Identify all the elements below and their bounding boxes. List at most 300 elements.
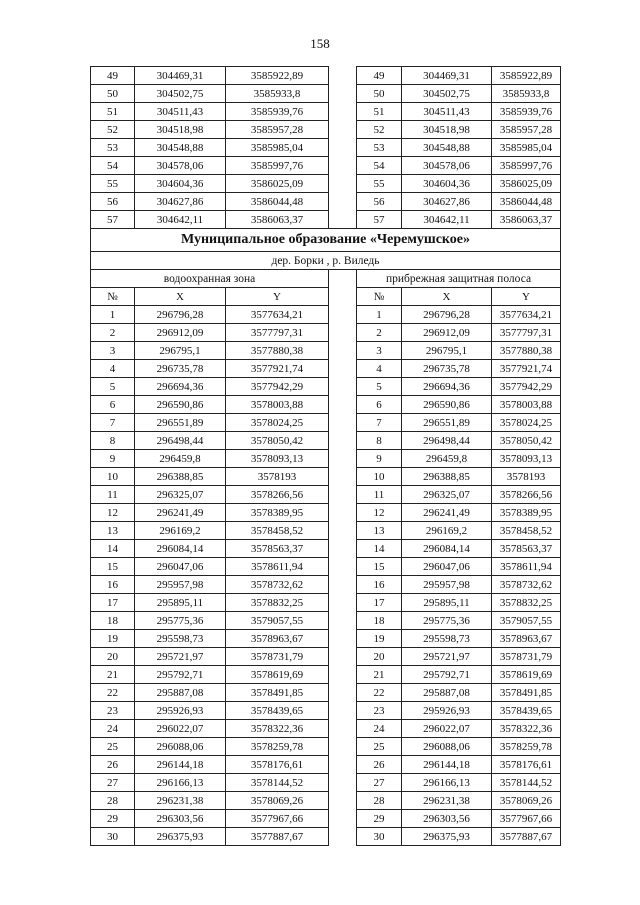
right-coord-x: 296169,2 bbox=[402, 522, 492, 540]
left-point-number: 29 bbox=[91, 810, 135, 828]
right-coord-y: 3577942,29 bbox=[492, 378, 561, 396]
left-point-number: 9 bbox=[91, 450, 135, 468]
right-coord-x: 296241,49 bbox=[402, 504, 492, 522]
left-coord-y: 3578619,69 bbox=[226, 666, 329, 684]
right-point-number: 2 bbox=[357, 324, 402, 342]
left-coord-y: 3578050,42 bbox=[226, 432, 329, 450]
table-row bbox=[91, 306, 561, 324]
table-row bbox=[91, 396, 561, 414]
table-gap bbox=[329, 558, 357, 576]
table-row bbox=[91, 450, 561, 468]
left-coord-y: 3578832,25 bbox=[226, 594, 329, 612]
left-coord-y: 3578439,65 bbox=[226, 702, 329, 720]
table-row bbox=[91, 67, 561, 85]
table-gap bbox=[329, 103, 357, 121]
left-point-number: 20 bbox=[91, 648, 135, 666]
main-coordinates-body bbox=[91, 306, 561, 846]
right-coord-y: 3585933,8 bbox=[492, 85, 561, 103]
table-gap bbox=[329, 540, 357, 558]
right-point-number: 12 bbox=[357, 504, 402, 522]
right-point-number: 53 bbox=[357, 139, 402, 157]
location-caption: дер. Борки , р. Виледь bbox=[91, 252, 561, 270]
left-coord-y: 3578093,13 bbox=[226, 450, 329, 468]
right-coord-x: 304578,06 bbox=[402, 157, 492, 175]
municipality-title: Муниципальное образование «Черемушское» bbox=[91, 229, 561, 252]
left-coord-x: 296169,2 bbox=[135, 522, 226, 540]
table-row bbox=[91, 121, 561, 139]
left-coord-y: 3578491,85 bbox=[226, 684, 329, 702]
table-gap bbox=[329, 175, 357, 193]
left-point-number: 50 bbox=[91, 85, 135, 103]
left-coord-y: 3578611,94 bbox=[226, 558, 329, 576]
left-point-number: 11 bbox=[91, 486, 135, 504]
left-coord-x: 296459,8 bbox=[135, 450, 226, 468]
right-coord-x: 296303,56 bbox=[402, 810, 492, 828]
table-gap bbox=[329, 756, 357, 774]
right-coord-y: 3585939,76 bbox=[492, 103, 561, 121]
col-header-number: № bbox=[357, 288, 402, 306]
left-coord-y: 3578731,79 bbox=[226, 648, 329, 666]
left-coord-x: 304627,86 bbox=[135, 193, 226, 211]
top-coordinates-body bbox=[91, 67, 561, 229]
right-coord-x: 304548,88 bbox=[402, 139, 492, 157]
right-point-number: 27 bbox=[357, 774, 402, 792]
left-coord-y: 3585957,28 bbox=[226, 121, 329, 139]
right-coord-y: 3578176,61 bbox=[492, 756, 561, 774]
table-gap bbox=[329, 432, 357, 450]
left-point-number: 25 bbox=[91, 738, 135, 756]
left-point-number: 16 bbox=[91, 576, 135, 594]
table-gap bbox=[329, 270, 357, 288]
table-gap bbox=[329, 85, 357, 103]
left-coord-x: 304502,75 bbox=[135, 85, 226, 103]
right-coord-y: 3577880,38 bbox=[492, 342, 561, 360]
table-row bbox=[91, 432, 561, 450]
table-row bbox=[91, 504, 561, 522]
left-coord-y: 3578389,95 bbox=[226, 504, 329, 522]
left-point-number: 3 bbox=[91, 342, 135, 360]
left-point-number: 57 bbox=[91, 211, 135, 229]
table-row bbox=[91, 792, 561, 810]
table-row bbox=[91, 612, 561, 630]
right-coord-x: 296022,07 bbox=[402, 720, 492, 738]
left-coord-x: 304469,31 bbox=[135, 67, 226, 85]
table-row bbox=[91, 360, 561, 378]
left-coord-x: 304511,43 bbox=[135, 103, 226, 121]
coastal-strip-label: прибрежная защитная полоса bbox=[357, 270, 561, 288]
left-coord-y: 3578144,52 bbox=[226, 774, 329, 792]
table-gap bbox=[329, 594, 357, 612]
table-gap bbox=[329, 792, 357, 810]
table-row bbox=[91, 756, 561, 774]
right-coord-x: 296144,18 bbox=[402, 756, 492, 774]
table-row bbox=[91, 211, 561, 229]
left-coord-y: 3577967,66 bbox=[226, 810, 329, 828]
right-point-number: 13 bbox=[357, 522, 402, 540]
right-point-number: 17 bbox=[357, 594, 402, 612]
left-coord-y: 3578266,56 bbox=[226, 486, 329, 504]
right-coord-y: 3585997,76 bbox=[492, 157, 561, 175]
table-row bbox=[91, 139, 561, 157]
right-coord-y: 3578619,69 bbox=[492, 666, 561, 684]
col-header-y: Y bbox=[492, 288, 561, 306]
left-coord-y: 3585922,89 bbox=[226, 67, 329, 85]
left-coord-x: 296084,14 bbox=[135, 540, 226, 558]
col-header-number: № bbox=[91, 288, 135, 306]
left-coord-x: 295895,11 bbox=[135, 594, 226, 612]
right-coord-y: 3578563,37 bbox=[492, 540, 561, 558]
right-coord-x: 295792,71 bbox=[402, 666, 492, 684]
right-coord-y: 3578611,94 bbox=[492, 558, 561, 576]
left-point-number: 7 bbox=[91, 414, 135, 432]
left-point-number: 30 bbox=[91, 828, 135, 846]
right-coord-x: 296325,07 bbox=[402, 486, 492, 504]
right-point-number: 28 bbox=[357, 792, 402, 810]
left-coord-x: 296388,85 bbox=[135, 468, 226, 486]
left-coord-y: 3586025,09 bbox=[226, 175, 329, 193]
right-point-number: 29 bbox=[357, 810, 402, 828]
left-point-number: 23 bbox=[91, 702, 135, 720]
left-coord-y: 3585985,04 bbox=[226, 139, 329, 157]
left-point-number: 13 bbox=[91, 522, 135, 540]
left-point-number: 54 bbox=[91, 157, 135, 175]
left-coord-x: 296551,89 bbox=[135, 414, 226, 432]
table-gap bbox=[329, 193, 357, 211]
col-header-x: X bbox=[402, 288, 492, 306]
table-gap bbox=[329, 720, 357, 738]
left-point-number: 21 bbox=[91, 666, 135, 684]
right-coord-x: 296084,14 bbox=[402, 540, 492, 558]
table-gap bbox=[329, 576, 357, 594]
table-row bbox=[91, 666, 561, 684]
right-coord-y: 3578731,79 bbox=[492, 648, 561, 666]
left-coord-x: 296166,13 bbox=[135, 774, 226, 792]
right-coord-y: 3578050,42 bbox=[492, 432, 561, 450]
right-coord-x: 295957,98 bbox=[402, 576, 492, 594]
right-point-number: 4 bbox=[357, 360, 402, 378]
table-gap bbox=[329, 450, 357, 468]
right-coord-x: 296088,06 bbox=[402, 738, 492, 756]
left-coord-y: 3577921,74 bbox=[226, 360, 329, 378]
right-coord-y: 3577921,74 bbox=[492, 360, 561, 378]
right-coord-y: 3577887,67 bbox=[492, 828, 561, 846]
left-point-number: 51 bbox=[91, 103, 135, 121]
right-coord-y: 3578003,88 bbox=[492, 396, 561, 414]
right-point-number: 7 bbox=[357, 414, 402, 432]
table-row bbox=[91, 486, 561, 504]
table-row bbox=[91, 684, 561, 702]
right-coord-x: 304627,86 bbox=[402, 193, 492, 211]
right-coord-x: 296459,8 bbox=[402, 450, 492, 468]
left-coord-x: 296241,49 bbox=[135, 504, 226, 522]
right-coord-x: 304642,11 bbox=[402, 211, 492, 229]
table-gap bbox=[329, 810, 357, 828]
table-gap bbox=[329, 211, 357, 229]
table-gap bbox=[329, 630, 357, 648]
table-row bbox=[91, 378, 561, 396]
left-coord-x: 295721,97 bbox=[135, 648, 226, 666]
right-point-number: 5 bbox=[357, 378, 402, 396]
left-point-number: 12 bbox=[91, 504, 135, 522]
table-row bbox=[91, 774, 561, 792]
right-coord-x: 296694,36 bbox=[402, 378, 492, 396]
left-coord-y: 3579057,55 bbox=[226, 612, 329, 630]
right-coord-y: 3578732,62 bbox=[492, 576, 561, 594]
right-point-number: 18 bbox=[357, 612, 402, 630]
right-coord-x: 296796,28 bbox=[402, 306, 492, 324]
left-coord-x: 304518,98 bbox=[135, 121, 226, 139]
table-gap bbox=[329, 738, 357, 756]
left-coord-x: 304578,06 bbox=[135, 157, 226, 175]
left-point-number: 5 bbox=[91, 378, 135, 396]
right-point-number: 54 bbox=[357, 157, 402, 175]
table-row bbox=[91, 810, 561, 828]
left-coord-x: 295957,98 bbox=[135, 576, 226, 594]
right-coord-x: 304502,75 bbox=[402, 85, 492, 103]
table-row bbox=[91, 324, 561, 342]
right-coord-x: 296166,13 bbox=[402, 774, 492, 792]
table-gap bbox=[329, 288, 357, 306]
table-gap bbox=[329, 522, 357, 540]
right-coord-y: 3577797,31 bbox=[492, 324, 561, 342]
left-coord-y: 3577942,29 bbox=[226, 378, 329, 396]
right-point-number: 14 bbox=[357, 540, 402, 558]
table-gap bbox=[329, 360, 357, 378]
right-coord-y: 3585922,89 bbox=[492, 67, 561, 85]
right-coord-x: 296231,38 bbox=[402, 792, 492, 810]
right-coord-y: 3578266,56 bbox=[492, 486, 561, 504]
table-row bbox=[91, 702, 561, 720]
left-point-number: 15 bbox=[91, 558, 135, 576]
table-gap bbox=[329, 378, 357, 396]
left-coord-x: 296694,36 bbox=[135, 378, 226, 396]
right-coord-x: 296375,93 bbox=[402, 828, 492, 846]
left-coord-x: 296590,86 bbox=[135, 396, 226, 414]
right-point-number: 56 bbox=[357, 193, 402, 211]
left-coord-y: 3578963,67 bbox=[226, 630, 329, 648]
right-point-number: 8 bbox=[357, 432, 402, 450]
right-coord-y: 3578024,25 bbox=[492, 414, 561, 432]
right-coord-y: 3585985,04 bbox=[492, 139, 561, 157]
left-coord-x: 296498,44 bbox=[135, 432, 226, 450]
right-point-number: 49 bbox=[357, 67, 402, 85]
right-coord-y: 3578832,25 bbox=[492, 594, 561, 612]
right-point-number: 26 bbox=[357, 756, 402, 774]
left-point-number: 17 bbox=[91, 594, 135, 612]
right-coord-y: 3578439,65 bbox=[492, 702, 561, 720]
left-coord-y: 3578193 bbox=[226, 468, 329, 486]
left-coord-y: 3586044,48 bbox=[226, 193, 329, 211]
right-coord-x: 295926,93 bbox=[402, 702, 492, 720]
table-gap bbox=[329, 648, 357, 666]
table-gap bbox=[329, 828, 357, 846]
left-coord-x: 295887,08 bbox=[135, 684, 226, 702]
table-gap bbox=[329, 121, 357, 139]
right-coord-y: 3586063,37 bbox=[492, 211, 561, 229]
right-point-number: 51 bbox=[357, 103, 402, 121]
left-coord-y: 3578563,37 bbox=[226, 540, 329, 558]
table-gap bbox=[329, 67, 357, 85]
left-coord-x: 296047,06 bbox=[135, 558, 226, 576]
table-row bbox=[91, 414, 561, 432]
table-gap bbox=[329, 157, 357, 175]
right-point-number: 16 bbox=[357, 576, 402, 594]
right-point-number: 22 bbox=[357, 684, 402, 702]
table-gap bbox=[329, 414, 357, 432]
left-coord-y: 3578003,88 bbox=[226, 396, 329, 414]
right-coord-y: 3585957,28 bbox=[492, 121, 561, 139]
col-header-y: Y bbox=[226, 288, 329, 306]
left-point-number: 24 bbox=[91, 720, 135, 738]
left-coord-x: 296022,07 bbox=[135, 720, 226, 738]
table-gap bbox=[329, 139, 357, 157]
right-coord-y: 3577634,21 bbox=[492, 306, 561, 324]
left-point-number: 14 bbox=[91, 540, 135, 558]
table-row bbox=[91, 85, 561, 103]
table-row bbox=[91, 468, 561, 486]
table-row bbox=[91, 648, 561, 666]
left-coord-x: 295926,93 bbox=[135, 702, 226, 720]
left-coord-y: 3578259,78 bbox=[226, 738, 329, 756]
left-coord-y: 3585939,76 bbox=[226, 103, 329, 121]
right-coord-y: 3578093,13 bbox=[492, 450, 561, 468]
left-point-number: 26 bbox=[91, 756, 135, 774]
right-coord-x: 304604,36 bbox=[402, 175, 492, 193]
table-gap bbox=[329, 324, 357, 342]
left-point-number: 49 bbox=[91, 67, 135, 85]
left-coord-y: 3578069,26 bbox=[226, 792, 329, 810]
left-coord-x: 295792,71 bbox=[135, 666, 226, 684]
table-row bbox=[91, 157, 561, 175]
table-gap bbox=[329, 684, 357, 702]
left-coord-x: 296795,1 bbox=[135, 342, 226, 360]
left-point-number: 1 bbox=[91, 306, 135, 324]
left-coord-x: 295775,36 bbox=[135, 612, 226, 630]
table-gap bbox=[329, 612, 357, 630]
left-coord-x: 296375,93 bbox=[135, 828, 226, 846]
right-point-number: 3 bbox=[357, 342, 402, 360]
left-coord-y: 3585933,8 bbox=[226, 85, 329, 103]
left-point-number: 6 bbox=[91, 396, 135, 414]
left-coord-x: 304604,36 bbox=[135, 175, 226, 193]
right-point-number: 15 bbox=[357, 558, 402, 576]
left-coord-y: 3578024,25 bbox=[226, 414, 329, 432]
right-coord-y: 3579057,55 bbox=[492, 612, 561, 630]
right-coord-y: 3578144,52 bbox=[492, 774, 561, 792]
right-coord-x: 304518,98 bbox=[402, 121, 492, 139]
left-coord-y: 3577634,21 bbox=[226, 306, 329, 324]
left-coord-y: 3585997,76 bbox=[226, 157, 329, 175]
right-coord-y: 3578491,85 bbox=[492, 684, 561, 702]
right-point-number: 55 bbox=[357, 175, 402, 193]
left-coord-x: 296088,06 bbox=[135, 738, 226, 756]
left-point-number: 56 bbox=[91, 193, 135, 211]
left-point-number: 19 bbox=[91, 630, 135, 648]
right-coord-y: 3586025,09 bbox=[492, 175, 561, 193]
table-row bbox=[91, 828, 561, 846]
table-row bbox=[91, 738, 561, 756]
left-point-number: 27 bbox=[91, 774, 135, 792]
left-coord-y: 3578458,52 bbox=[226, 522, 329, 540]
left-coord-x: 296796,28 bbox=[135, 306, 226, 324]
table-gap bbox=[329, 702, 357, 720]
left-coord-x: 295598,73 bbox=[135, 630, 226, 648]
left-point-number: 2 bbox=[91, 324, 135, 342]
right-point-number: 23 bbox=[357, 702, 402, 720]
right-point-number: 24 bbox=[357, 720, 402, 738]
coordinates-table bbox=[90, 66, 561, 846]
right-point-number: 11 bbox=[357, 486, 402, 504]
left-point-number: 52 bbox=[91, 121, 135, 139]
table-gap bbox=[329, 342, 357, 360]
right-coord-x: 295721,97 bbox=[402, 648, 492, 666]
left-coord-x: 296325,07 bbox=[135, 486, 226, 504]
left-coord-x: 304548,88 bbox=[135, 139, 226, 157]
right-point-number: 1 bbox=[357, 306, 402, 324]
left-coord-x: 304642,11 bbox=[135, 211, 226, 229]
right-coord-y: 3578458,52 bbox=[492, 522, 561, 540]
table-row bbox=[91, 175, 561, 193]
table-gap bbox=[329, 504, 357, 522]
table-row bbox=[91, 594, 561, 612]
right-coord-x: 296795,1 bbox=[402, 342, 492, 360]
right-coord-x: 295775,36 bbox=[402, 612, 492, 630]
right-coord-x: 296912,09 bbox=[402, 324, 492, 342]
col-header-x: X bbox=[135, 288, 226, 306]
right-coord-x: 296590,86 bbox=[402, 396, 492, 414]
table-gap bbox=[329, 396, 357, 414]
right-point-number: 30 bbox=[357, 828, 402, 846]
left-point-number: 22 bbox=[91, 684, 135, 702]
left-coord-y: 3577880,38 bbox=[226, 342, 329, 360]
right-coord-x: 296388,85 bbox=[402, 468, 492, 486]
right-point-number: 9 bbox=[357, 450, 402, 468]
right-coord-y: 3578389,95 bbox=[492, 504, 561, 522]
right-coord-x: 296735,78 bbox=[402, 360, 492, 378]
right-coord-x: 295598,73 bbox=[402, 630, 492, 648]
table-row bbox=[91, 720, 561, 738]
right-coord-x: 296047,06 bbox=[402, 558, 492, 576]
right-coord-x: 296551,89 bbox=[402, 414, 492, 432]
page-number: 158 bbox=[310, 36, 330, 51]
right-coord-x: 295895,11 bbox=[402, 594, 492, 612]
water-protection-zone-label: водоохранная зона bbox=[91, 270, 329, 288]
table-gap bbox=[329, 486, 357, 504]
right-point-number: 19 bbox=[357, 630, 402, 648]
right-coord-y: 3578259,78 bbox=[492, 738, 561, 756]
left-coord-y: 3577887,67 bbox=[226, 828, 329, 846]
table-row bbox=[91, 342, 561, 360]
left-coord-x: 296144,18 bbox=[135, 756, 226, 774]
right-point-number: 20 bbox=[357, 648, 402, 666]
left-point-number: 10 bbox=[91, 468, 135, 486]
right-coord-y: 3586044,48 bbox=[492, 193, 561, 211]
right-coord-y: 3577967,66 bbox=[492, 810, 561, 828]
right-coord-x: 295887,08 bbox=[402, 684, 492, 702]
right-coord-y: 3578069,26 bbox=[492, 792, 561, 810]
table-row bbox=[91, 576, 561, 594]
right-point-number: 57 bbox=[357, 211, 402, 229]
right-coord-y: 3578322,36 bbox=[492, 720, 561, 738]
right-coord-x: 304511,43 bbox=[402, 103, 492, 121]
right-point-number: 10 bbox=[357, 468, 402, 486]
left-coord-x: 296231,38 bbox=[135, 792, 226, 810]
left-point-number: 18 bbox=[91, 612, 135, 630]
left-coord-y: 3586063,37 bbox=[226, 211, 329, 229]
left-point-number: 53 bbox=[91, 139, 135, 157]
left-coord-y: 3578322,36 bbox=[226, 720, 329, 738]
table-row bbox=[91, 193, 561, 211]
